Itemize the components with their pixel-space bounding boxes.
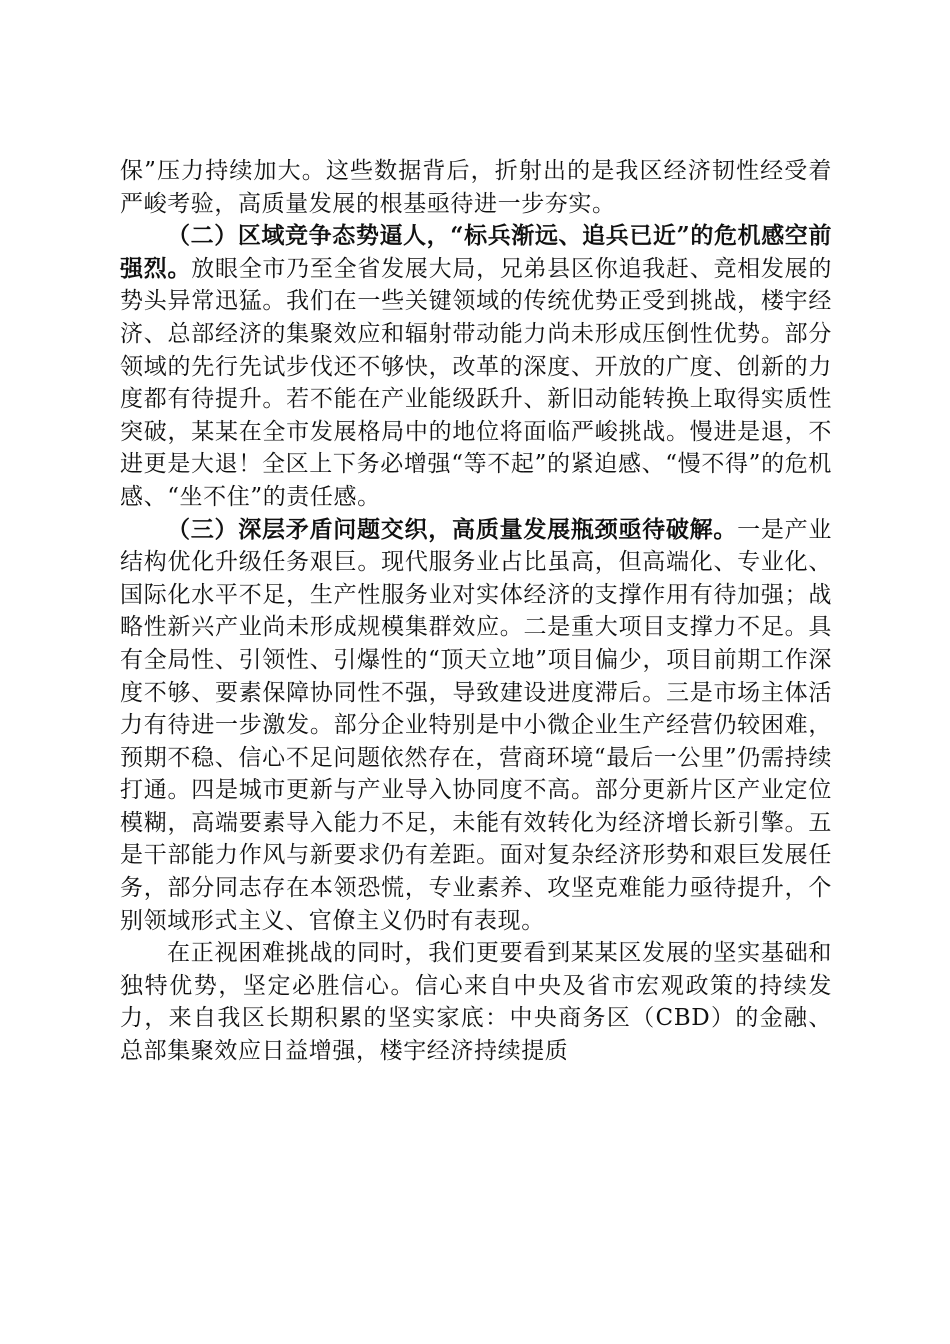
section-heading: （二）区域竞争态势逼人，“标兵渐远、追兵已近”的危机感空前强烈。	[120, 222, 832, 282]
paragraph-text: 保”压力持续加大。这些数据背后，折射出的是我区经济韧性经受着严峻考验，高质量发展的根基亟待进一步夯实。	[120, 158, 832, 217]
document-body	[120, 155, 832, 1068]
paragraph-section-three	[120, 514, 832, 938]
paragraph-continuation	[120, 155, 832, 220]
paragraph-text: 在正视困难挑战的同时，我们更要看到某某区发展的坚实基础和独特优势，坚定必胜信心。信心来自中央及省市宏观政策的持续发力，来自我区长期积累的坚实家底：中央商务区（CBD）的金融、总部集聚效应日益增强，楼宇经济持续提质	[120, 940, 832, 1065]
paragraph-text: 一是产业结构优化升级任务艰巨。现代服务业占比虽高，但高端化、专业化、国际化水平不足，生产性服务业对实体经济的支撑作用有待加强；战略性新兴产业尚未形成规模集群效应。二是重大项目支撑力不足。具有全局性、引领性、引爆性的“顶天立地”项目偏少，项目前期工作深度不够、要素保障协同性不强，导致建设进度滞后。三是市场主体活力有待进一步激发。部分企业特别是中小微企业生产经营仍较困难，预期不稳、信心不足问题依然存在，营商环境“最后一公里”仍需持续打通。四是城市更新与产业导入协同度不高。部分更新片区产业定位模糊，高端要素导入能力不足，未能有效转化为经济增长新引擎。五是干部能力作风与新要求仍有差距。面对复杂经济形势和艰巨发展任务，部分同志存在本领恐慌，专业素养、攻坚克难能力亟待提升，个别领域形式主义、官僚主义仍时有表现。	[120, 516, 832, 934]
paragraph-section-two	[120, 220, 832, 513]
section-heading: （三）深层矛盾问题交织，高质量发展瓶颈亟待破解。	[167, 515, 738, 543]
paragraph-text: 放眼全市乃至全省发展大局，兄弟县区你追我赶、竞相发展的势头异常迅猛。我们在一些关键领域的传统优势正受到挑战，楼宇经济、总部经济的集聚效应和辐射带动能力尚未形成压倒性优势。部分领域的先行先试步伐还不够快，改革的深度、开放的广度、创新的力度都有待提升。若不能在产业能级跃升、新旧动能转换上取得实质性突破，某某在全市发展格局中的地位将面临严峻挑战。慢进是退，不进更是大退！全区上下务必增强“等不起”的紧迫感、“慢不得”的危机感、“坐不住”的责任感。	[120, 255, 832, 510]
paragraph-confidence	[120, 937, 832, 1067]
